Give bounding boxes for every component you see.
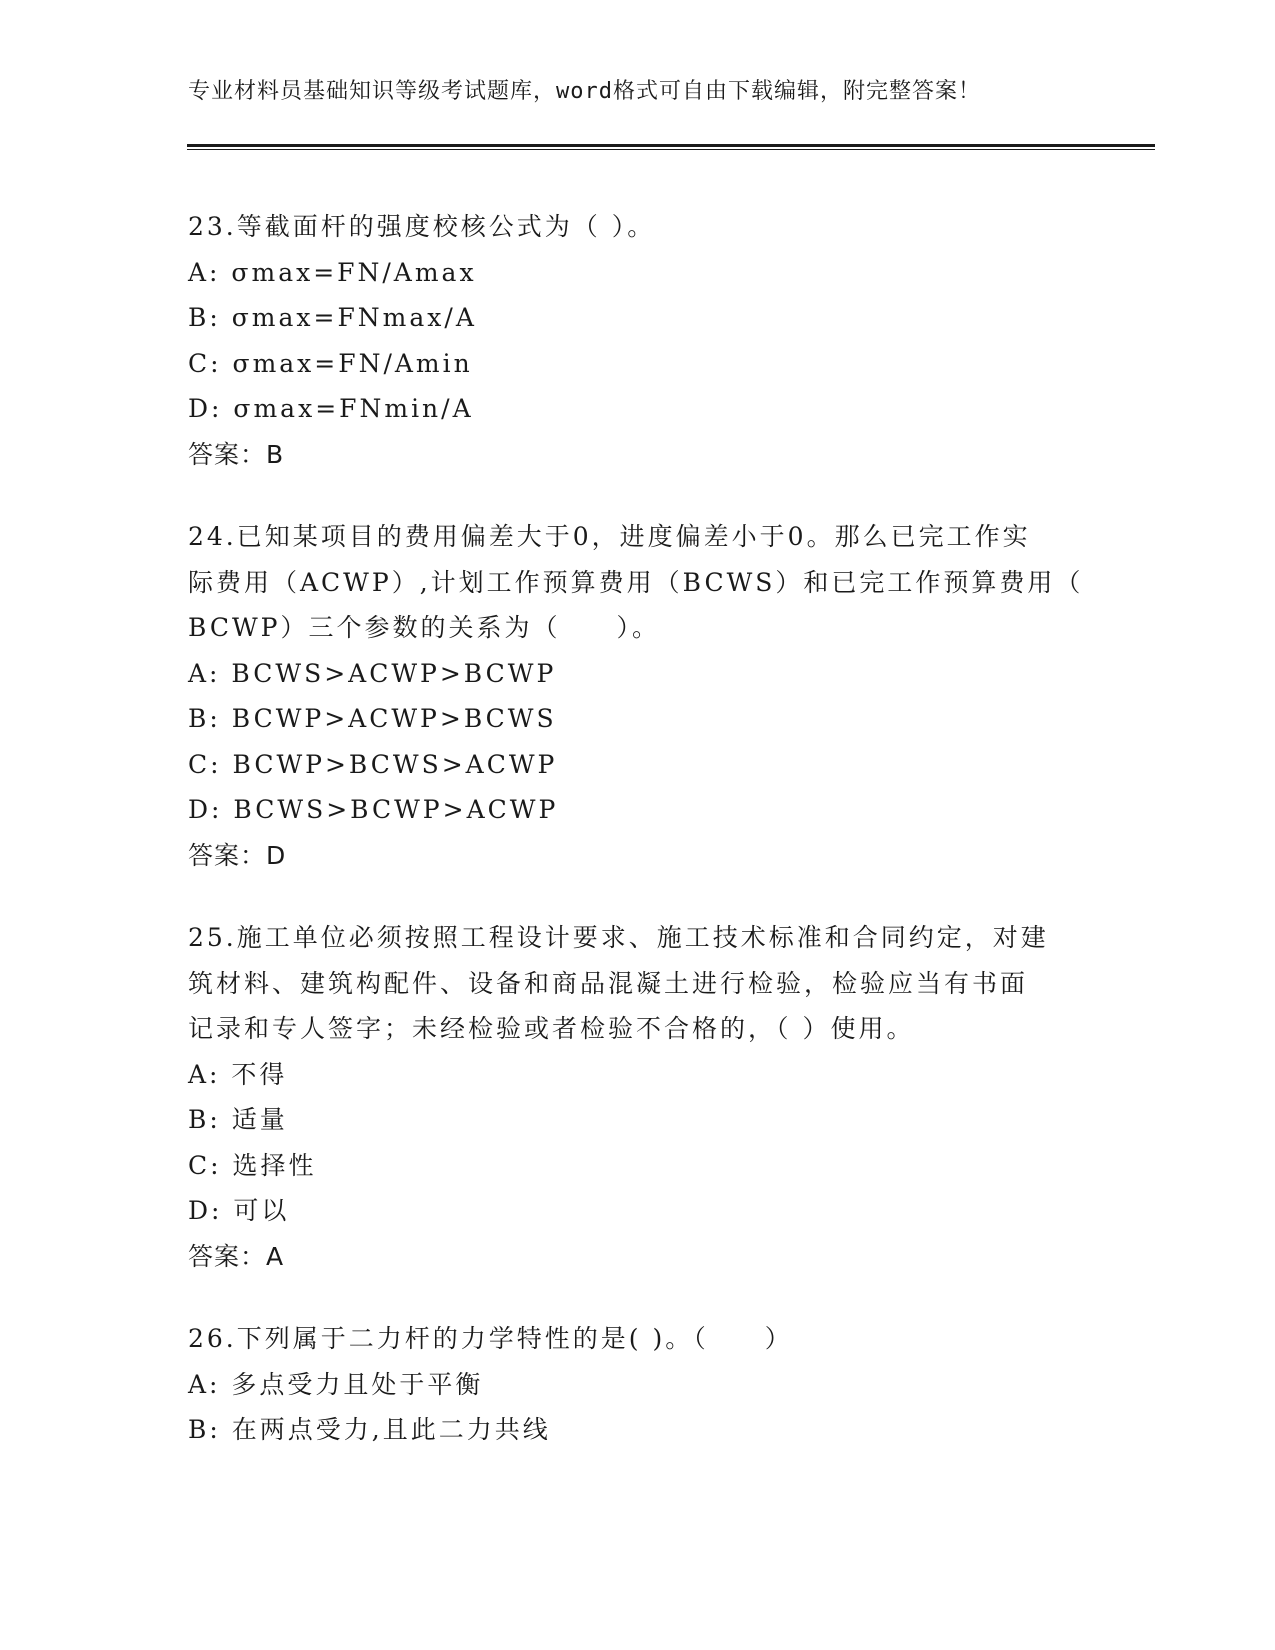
question-stem: BCWP）三个参数的关系为（ ）。 (188, 613, 660, 642)
question-stem: 26.下列属于二力杆的力学特性的是( )。（ ） (188, 1324, 793, 1353)
question-26 (188, 1316, 1088, 1453)
question-stem: 际费用（ACWP）,计划工作预算费用（BCWS）和已完工作预算费用（ (188, 567, 1084, 597)
option-d: D: σmax=FNmin/A (188, 394, 474, 423)
option-c: C: 选择性 (188, 1150, 317, 1180)
question-stem: 24.已知某项目的费用偏差大于0，进度偏差小于0。那么已完工作实 (188, 522, 1031, 551)
question-stem: 记录和专人签字；未经检验或者检验不合格的，（ ）使用。 (188, 1014, 915, 1043)
header-rule-thick (187, 144, 1155, 147)
option-a: A: BCWS>ACWP>BCWP (188, 658, 557, 688)
question-23 (188, 204, 1088, 477)
answer: 答案：D (188, 840, 287, 870)
option-a: A: 不得 (188, 1059, 288, 1089)
header-rule-thin (187, 149, 1155, 150)
question-stem: 筑材料、建筑构配件、设备和商品混凝土进行检验，检验应当有书面 (188, 968, 1029, 998)
question-list (188, 204, 1088, 1490)
option-b: B: σmax=FNmax/A (188, 303, 477, 332)
answer: 答案：B (188, 439, 285, 469)
option-d: D: 可以 (188, 1196, 290, 1225)
question-25 (188, 915, 1088, 1279)
option-a: A: σmax=FN/Amax (188, 257, 477, 287)
option-c: C: σmax=FN/Amin (188, 348, 473, 378)
answer: 答案：A (188, 1241, 285, 1271)
option-d: D: BCWS>BCWP>ACWP (188, 795, 559, 824)
option-b: B: 适量 (188, 1105, 288, 1134)
option-a: A: 多点受力且处于平衡 (188, 1369, 484, 1399)
question-24 (188, 514, 1088, 878)
option-b: B: 在两点受力,且此二力共线 (188, 1415, 551, 1444)
option-c: C: BCWP>BCWS>ACWP (188, 749, 558, 779)
question-stem: 25.施工单位必须按照工程设计要求、施工技术标准和合同约定，对建 (188, 923, 1049, 952)
page-header: 专业材料员基础知识等级考试题库，word格式可自由下载编辑，附完整答案！ (188, 79, 981, 104)
question-stem: 23.等截面杆的强度校核公式为（ ）。 (188, 212, 656, 241)
option-b: B: BCWP>ACWP>BCWS (188, 704, 557, 733)
